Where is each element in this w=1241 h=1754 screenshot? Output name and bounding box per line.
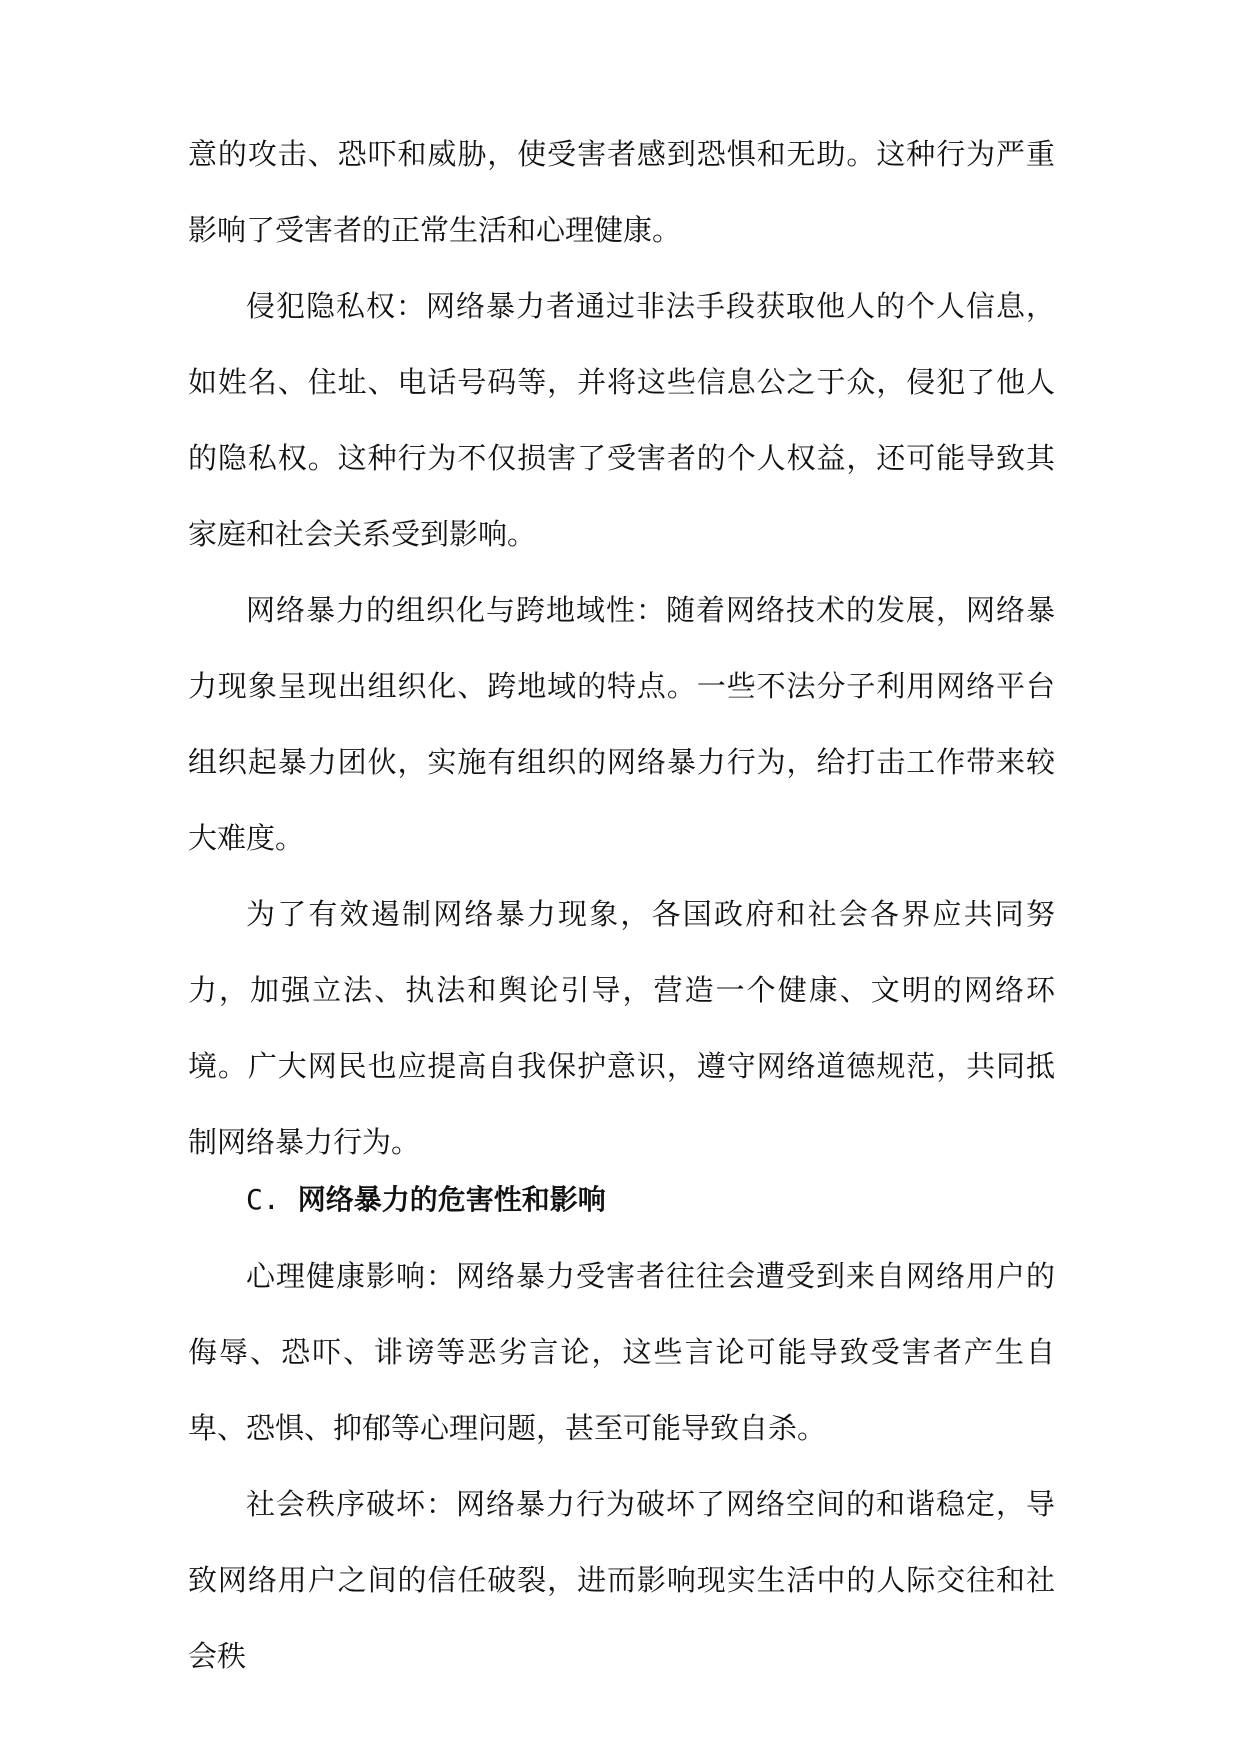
paragraph-continued: 意的攻击、恐吓和威胁，使受害者感到恐惧和无助。这种行为严重影响了受害者的正常生活和心理健康。 — [188, 137, 1055, 247]
paragraph-privacy: 侵犯隐私权：网络暴力者通过非法手段获取他人的个人信息，如姓名、住址、电话号码等，并将这些信息公之于众，侵犯了他人的隐私权。这种行为不仅损害了受害者的个人权益，还可能导致其家庭和社会关系受到影响。 — [188, 289, 1055, 551]
paragraph-mental-health: 心理健康影响：网络暴力受害者往往会遭受到来自网络用户的侮辱、恐吓、诽谤等恶劣言论，这些言论可能导致受害者产生自卑、恐惧、抑郁等心理问题，甚至可能导致自杀。 — [188, 1259, 1055, 1445]
section-heading-title: 网络暴力的危害性和影响 — [297, 1183, 606, 1216]
body-text-lower — [188, 1238, 1055, 1694]
section-heading-label: C. — [246, 1183, 280, 1216]
paragraph-organized: 网络暴力的组织化与跨地域性：随着网络技术的发展，网络暴力现象呈现出组织化、跨地域的特点。一些不法分子利用网络平台组织起暴力团伙，实施有组织的网络暴力行为，给打击工作带来较大难度。 — [188, 593, 1055, 855]
body-text-upper — [188, 116, 1055, 1180]
paragraph-social-order: 社会秩序破坏：网络暴力行为破坏了网络空间的和谐稳定，导致网络用户之间的信任破裂，进而影响现实生活中的人际交往和社会秩 — [188, 1487, 1055, 1673]
paragraph-curb: 为了有效遏制网络暴力现象，各国政府和社会各界应共同努力，加强立法、执法和舆论引导，营造一个健康、文明的网络环境。广大网民也应提高自我保护意识，遵守网络道德规范，共同抵制网络暴力行为。 — [188, 897, 1055, 1159]
section-heading — [246, 1162, 606, 1238]
